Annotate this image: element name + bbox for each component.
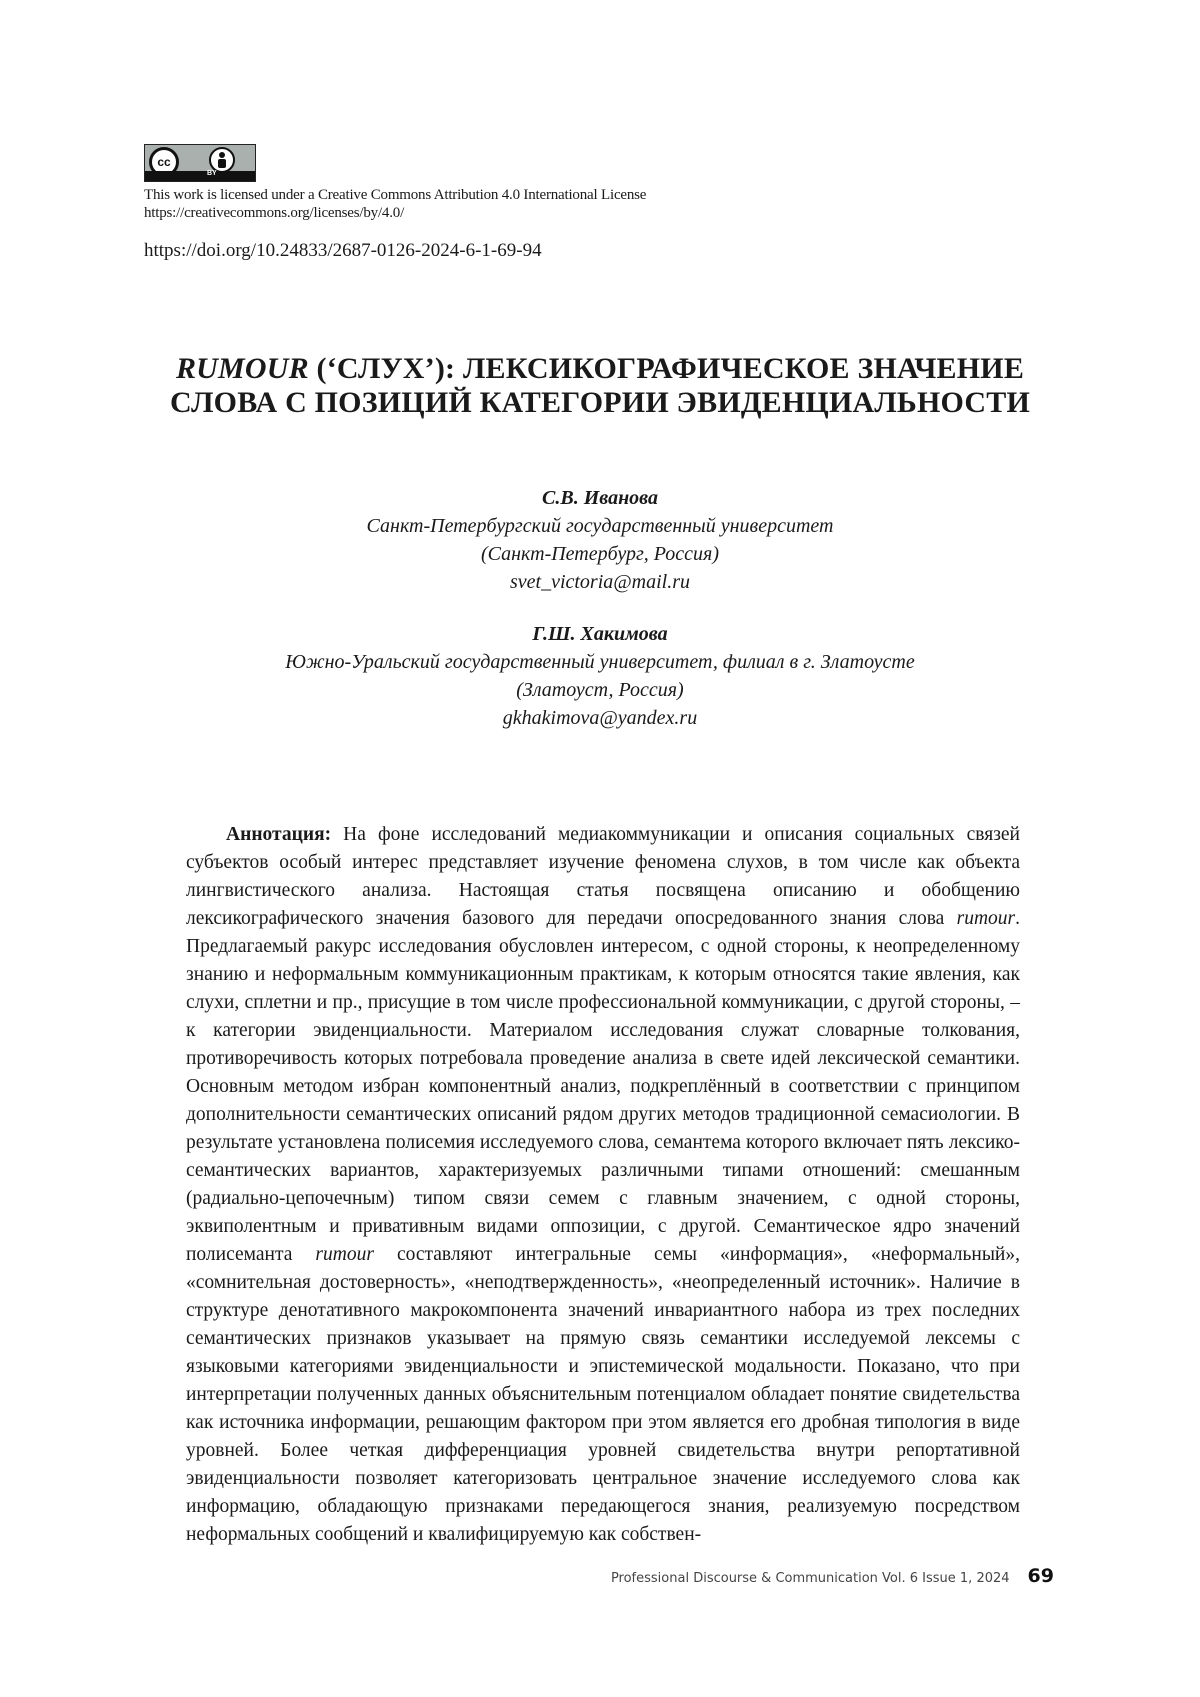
license-url[interactable]: https://creativecommons.org/licenses/by/4.0/: [144, 205, 405, 221]
author-location: (Санкт-Петербург, Россия): [480, 543, 720, 565]
license-text: [144, 186, 646, 222]
title-line-1-rest: (‘СЛУХ’): ЛЕКСИКОГРАФИЧЕСКОЕ ЗНАЧЕНИЕ: [308, 352, 1025, 385]
author-affiliation: Санкт-Петербургский государственный университет: [366, 515, 834, 537]
author-1: [120, 484, 1080, 596]
abstract: [186, 821, 1020, 1549]
page-footer: [611, 1565, 1054, 1587]
author-email[interactable]: gkhakimova@yandex.ru: [502, 707, 698, 729]
abstract-paragraph: [186, 821, 1020, 1549]
cc-icon: cc: [149, 147, 179, 177]
author-name: Г.Ш. Хакимова: [532, 623, 668, 645]
title-line-1: [120, 352, 1080, 386]
page-number: 69: [1027, 1565, 1054, 1587]
title-english-word: RUMOUR: [175, 352, 309, 385]
abstract-label: Аннотация:: [226, 824, 332, 845]
cc-by-license-badge[interactable]: [144, 144, 256, 182]
title-line-2: СЛОВА С ПОЗИЦИЙ КАТЕГОРИИ ЭВИДЕНЦИАЛЬНОСТИ: [169, 386, 1031, 419]
abstract-text-1: На фоне исследований медиакоммуникации и описания социальных связей субъектов особый интерес представляет изучение феномена слухов, в том числе как объекта лингвистического анализа. Настоящая статья посвящена описанию и обобщению лексикографического значения базового для передачи опосредованного знания слова: [186, 824, 1020, 929]
article-title: [120, 352, 1080, 420]
doi-link[interactable]: https://doi.org/10.24833/2687-0126-2024-6-1-69-94: [144, 240, 542, 261]
author-2: [120, 620, 1080, 732]
journal-name: Professional Discourse & Communication Vol. 6 Issue 1, 2024: [610, 1571, 1010, 1586]
abstract-term: rumour: [315, 1244, 374, 1265]
author-location: (Златоуст, Россия): [516, 679, 684, 701]
abstract-text-3: составляют интегральные семы «информация», «неформальный», «сомнительная достоверность», «неподтвержденность», «неопределенный источник». Наличие в структуре денотативного макрокомпонента значений инвариантного набора из трех последних семантических признаков указывает на прямую связь семантики исследуемой лексемы с языковыми категориями эвиденциальности и эпистемической модальности. Показано, что при интерпретации полученных данных объяснительным потенциалом обладает понятие свидетельства как источника информации, решающим фактором при этом является его дробная типология в виде уровней. Более четкая дифференциация уровней свидетельства внутри репортативной эвиденциальности позволяет категоризовать центральное значение исследуемого слова как информацию, обладающую признаками передающегося знания, реализуемую посредством неформальных сообщений и квалифицируемую как собствен-: [186, 1244, 1020, 1545]
license-statement: This work is licensed under a Creative Commons Attribution 4.0 International License: [144, 187, 647, 203]
abstract-text-2: . Предлагаемый ракурс исследования обусловлен интересом, с одной стороны, к неопределенному знанию и неформальным коммуникационным практикам, к которым относятся такие явления, как слухи, сплетни и пр., присущие в том числе профессиональной коммуникации, с другой стороны, – к категории эвиденциальности. Материалом исследования служат словарные толкования, противоречивость которых потребовала проведение анализа в свете идей лексической семантики. Основным методом избран компонентный анализ, подкреплённый в соответствии с принципом дополнительности семантических описаний рядом других методов традиционной семасиологии. В результате установлена полисемия исследуемого слова, семантема которого включает пять лексико-семантических вариантов, характеризуемых различными типами отношений: смешанным (радиально-цепочечным) типом связи семем с главным значением, с одной стороны, эквиполентным и привативным видами оппозиции, с другой. Семантическое ядро значений полисеманта: [186, 908, 1020, 1265]
author-email[interactable]: svet_victoria@mail.ru: [509, 571, 691, 593]
license-block: [144, 144, 646, 222]
author-affiliation: Южно-Уральский государственный университет, филиал в г. Златоусте: [285, 651, 915, 673]
author-name: С.В. Иванова: [542, 487, 658, 509]
authors-section: [120, 484, 1080, 756]
abstract-term: rumour: [956, 908, 1016, 929]
by-label: BY: [207, 170, 217, 177]
